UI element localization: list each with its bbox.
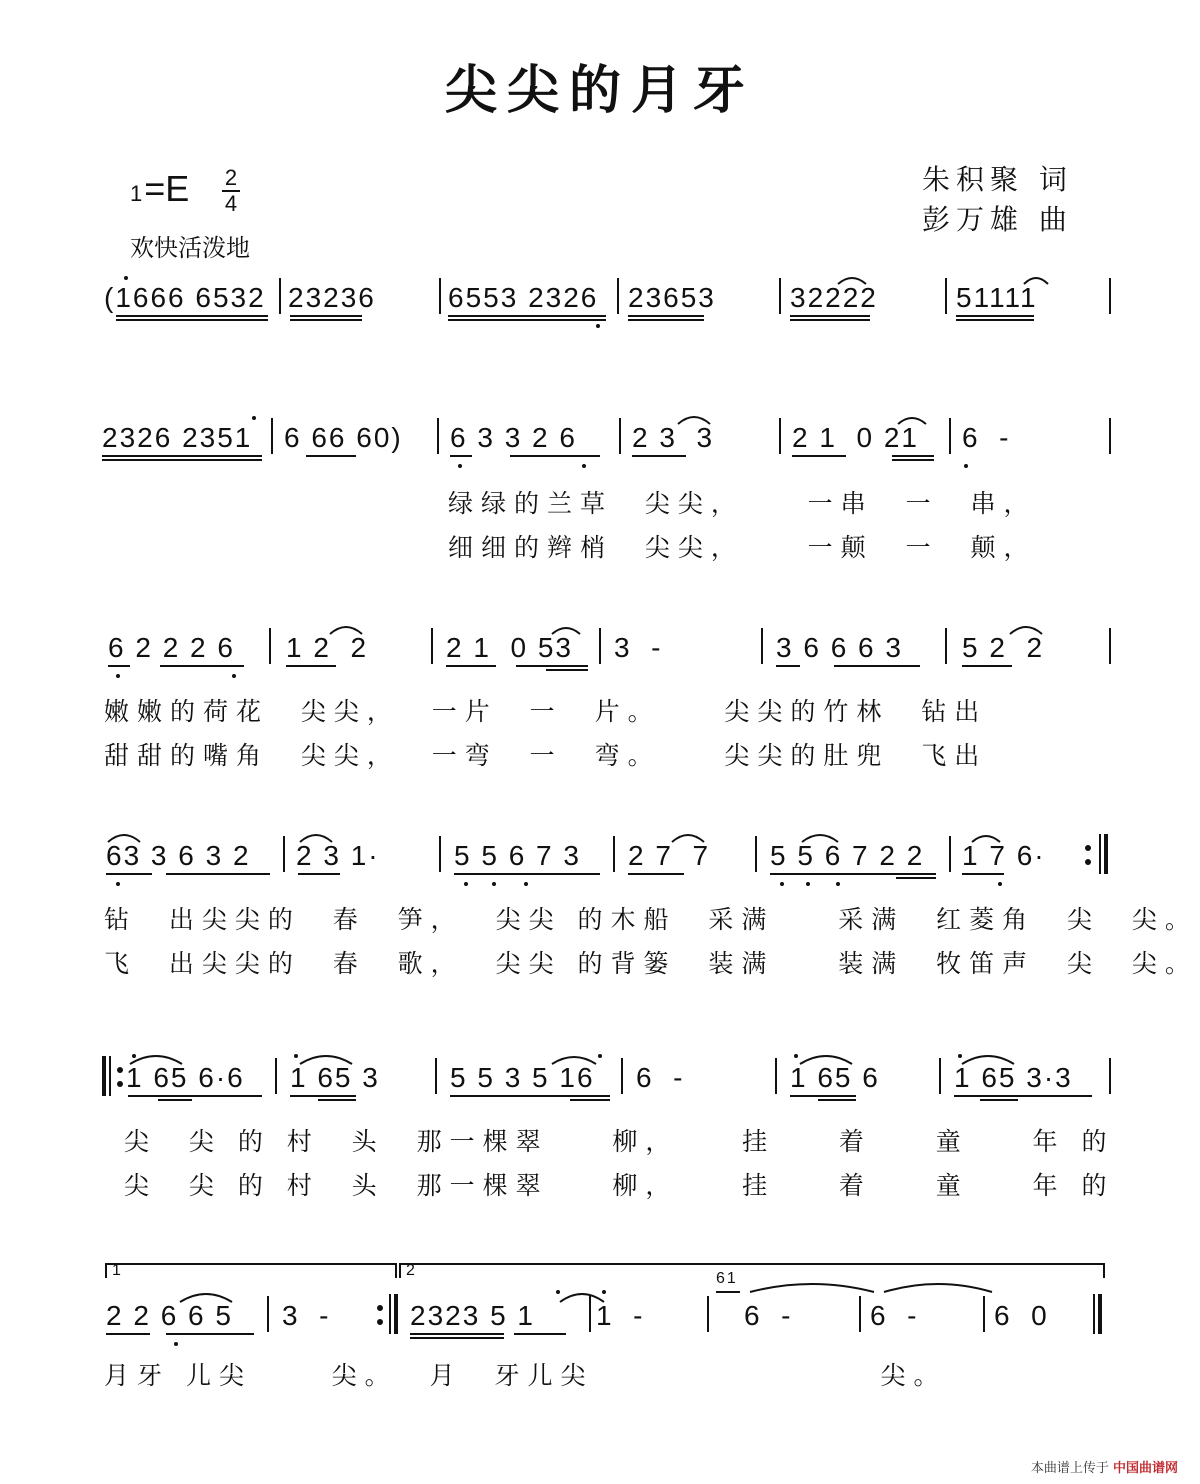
measure-3-2: 1 2 2 xyxy=(286,632,369,663)
measure-1-3: 6553 2326 xyxy=(448,282,599,313)
measure-6-1: 2 2 6 6 5 xyxy=(106,1300,233,1331)
staff-row-5 xyxy=(0,1052,1200,1112)
lyrics-row-3-verse-2: 甜甜的嘴角 尖尖， 一弯 一 弯。 尖尖的肚兜 飞出 xyxy=(104,741,988,770)
measure-6-3: 2323 5 1 xyxy=(410,1300,535,1331)
measure-4-2: 2 3 1· xyxy=(296,840,380,871)
time-signature xyxy=(220,166,242,216)
key-equals: =E xyxy=(144,168,190,209)
lyrics-row-4-verse-2: 飞 出尖尖的 春 歌， 尖尖 的背篓 装满 装满 牧笛声 尖 尖。 xyxy=(104,949,1198,978)
measure-2-3: 6 3 3 2 6 xyxy=(450,422,577,453)
staff-row-3 xyxy=(0,622,1200,682)
measure-3-4: 3 - xyxy=(614,632,663,663)
measure-6-5: 6 - xyxy=(744,1300,793,1331)
staff-row-1 xyxy=(0,272,1200,332)
measure-1-4: 23653 xyxy=(628,282,716,313)
measure-2-6: 6 - xyxy=(962,422,1011,453)
lyrics-row-5-verse-2: 尖 尖 的 村 头 那一棵翠 柳， 挂 着 童 年 的 xyxy=(124,1171,1115,1200)
composer-credit: 彭万雄 曲 xyxy=(922,203,1073,236)
measure-6-6: 6 - xyxy=(870,1300,919,1331)
measure-4-5: 5 5 6 7 2 2 xyxy=(770,840,925,871)
measure-3-5: 3 6 6 6 3 xyxy=(776,632,903,663)
measure-3-3: 2 1 0 53 xyxy=(446,632,573,663)
lyrics-row-2-verse-2: 细细的辫梢 尖尖， 一颠 一 颠， xyxy=(448,533,1037,562)
song-title: 尖尖的月牙 xyxy=(444,60,755,121)
measure-2-5: 2 1 0 21 xyxy=(792,422,919,453)
footer-upload-text: 本曲谱上传于 xyxy=(1030,1461,1109,1476)
measure-5-3: 5 5 3 5 16 xyxy=(450,1062,595,1093)
measure-5-5: 1 65 6 xyxy=(790,1062,880,1093)
footer-credit xyxy=(1031,1457,1178,1476)
measure-6-4: 1 - xyxy=(596,1300,645,1331)
key-one: 1 xyxy=(130,181,143,206)
lyrics-row-5-verse-1: 尖 尖 的 村 头 那一棵翠 柳， 挂 着 童 年 的 xyxy=(124,1127,1115,1156)
measure-5-4: 6 - xyxy=(636,1062,685,1093)
grace-note: 61 xyxy=(716,1270,738,1287)
lyrics-row-6: 月牙 儿尖 尖。 月 牙儿尖 尖。 xyxy=(104,1361,947,1390)
time-signature-top: 2 xyxy=(224,165,238,190)
measure-1-1: (1666 6532 xyxy=(104,282,266,313)
measure-5-6: 1 65 3·3 xyxy=(954,1062,1073,1093)
measure-5-1: 1 65 6·6 xyxy=(126,1062,245,1093)
tempo-marking: 欢快活泼地 xyxy=(130,234,250,262)
measure-1-2: 23236 xyxy=(288,282,376,313)
lyrics-row-3-verse-1: 嫩嫩的荷花 尖尖， 一片 一 片。 尖尖的竹林 钻出 xyxy=(104,697,988,726)
volta-2-label: 2 xyxy=(406,1262,417,1279)
measure-4-6: 1 7 6· xyxy=(962,840,1046,871)
measure-6-7: 6 0 xyxy=(994,1300,1049,1331)
measure-3-6: 5 2 2 xyxy=(962,632,1045,663)
time-signature-bottom: 4 xyxy=(224,191,238,216)
measure-2-1: 2326 2351 xyxy=(102,422,253,453)
measure-2-2: 6 66 60) xyxy=(284,422,403,453)
staff-row-6 xyxy=(0,1256,1200,1346)
lyrics-row-2-verse-1: 绿绿的兰草 尖尖， 一串 一 串， xyxy=(448,489,1037,518)
staff-row-2 xyxy=(0,412,1200,472)
volta-1-label: 1 xyxy=(112,1262,123,1279)
measure-3-1: 6 2 2 2 6 xyxy=(108,632,235,663)
lyrics-row-4-verse-1: 钻 出尖尖的 春 笋， 尖尖 的木船 采满 采满 红菱角 尖 尖。 xyxy=(104,905,1198,934)
key-signature xyxy=(130,168,189,210)
footer-brand[interactable]: 中国曲谱网 xyxy=(1112,1461,1178,1476)
measure-6-2: 3 - xyxy=(282,1300,331,1331)
measure-1-5: 32222 xyxy=(790,282,878,313)
measure-1-6: 51111 xyxy=(956,282,1038,313)
measure-4-3: 5 5 6 7 3 xyxy=(454,840,581,871)
measure-2-4: 2 3 3 xyxy=(632,422,715,453)
measure-5-2: 1 65 3 xyxy=(290,1062,380,1093)
lyricist-credit: 朱积聚 词 xyxy=(922,163,1073,196)
measure-4-1: 63 3 6 3 2 xyxy=(106,840,251,871)
measure-4-4: 2 7 7 xyxy=(628,840,711,871)
staff-row-4 xyxy=(0,830,1200,890)
